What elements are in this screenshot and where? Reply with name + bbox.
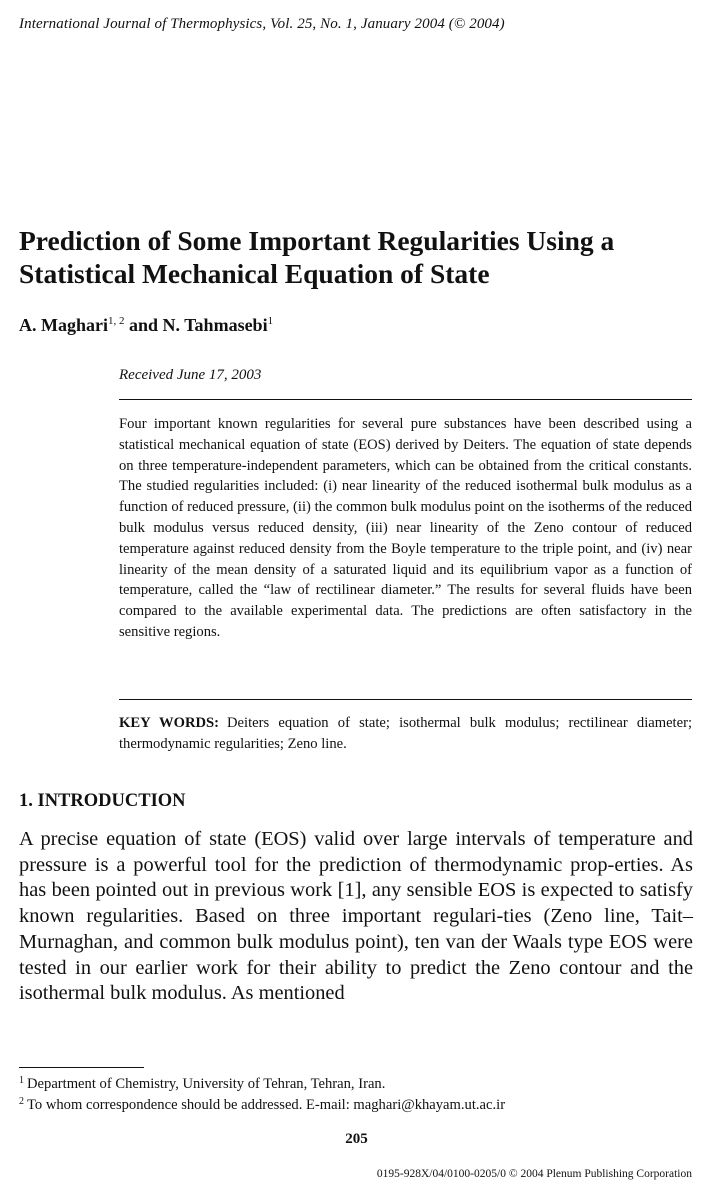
author-list: [19, 315, 273, 336]
journal-header: International Journal of Thermophysics, Vol. 25, No. 1, January 2004 (© 2004): [19, 16, 505, 32]
footnote: [19, 1076, 385, 1093]
page-number: 205: [345, 1131, 368, 1147]
author-conjunction: and: [124, 315, 163, 335]
abstract-bottom-divider: [119, 699, 692, 700]
keywords: [119, 713, 692, 755]
received-date: Received June 17, 2003: [119, 367, 262, 383]
abstract-top-divider: [119, 399, 692, 400]
footnote-divider: [19, 1067, 144, 1068]
footnote-marker: 1: [19, 1075, 24, 1086]
abstract: Four important known regularities for several pure substances have been described using a statistical mechanical equation of state (EOS) derived by Deiters. The equation of state depends on three temperature-independent parameters, which can be obtained from the critical constants. The studied regularities included: (i) near linearity of the reduced isothermal bulk modulus as a function of reduced pressure, (ii) the common bulk modulus point on the isotherms of the reduced bulk modulus versus reduced density, (iii) near linearity of the Zeno contour of reduced temperature against reduced density from the Boyle temperature to the triple point, and (iv) near linearity of the mean density of a saturated liquid and its equilibrium vapor as a function of temperature, called the “law of rectilinear diameter.” The results for several fluids have been compared to the available experimental data. The predictions are often satisfactory in the sensitive regions.: [119, 416, 692, 640]
footnote-text: Department of Chemistry, University of Tehran, Tehran, Iran.: [27, 1076, 386, 1092]
footnote: [19, 1097, 505, 1114]
keywords-label: KEY WORDS:: [119, 715, 220, 731]
footnote-text: To whom correspondence should be addressed. E-mail: maghari@khayam.ut.ac.ir: [27, 1097, 506, 1113]
body-paragraph: A precise equation of state (EOS) valid over large intervals of temperature and pressure is a powerful tool for the prediction of thermodynamic prop-erties. As has been pointed out in previous work [1], any sensible EOS is expected to satisfy known regularities. Based on three important regulari-ties (Zeno line, Tait–Murnaghan, and common bulk modulus point), ten van der Waals type EOS were tested in our earlier work for their ability to predict the Zeno contour and the isothermal bulk modulus. As mentioned: [19, 828, 693, 1005]
section-heading: 1. INTRODUCTION: [19, 791, 186, 811]
author-name: N. Tahmasebi: [162, 315, 268, 335]
copyright-line: 0195-928X/04/0100-0205/0 © 2004 Plenum Publishing Corporation: [376, 1168, 692, 1180]
footnote-marker: 2: [19, 1096, 24, 1107]
affiliation-marker: 1: [267, 315, 274, 327]
affiliation-marker: 1, 2: [108, 315, 125, 327]
paper-title: Prediction of Some Important Regularities Using a Statistical Mechanical Equation of State: [19, 225, 615, 289]
author-name: A. Maghari: [19, 315, 108, 335]
keywords-text: Deiters equation of state; isothermal bulk modulus; rectilinear diameter; thermodynamic regularities; Zeno line.: [119, 715, 692, 752]
